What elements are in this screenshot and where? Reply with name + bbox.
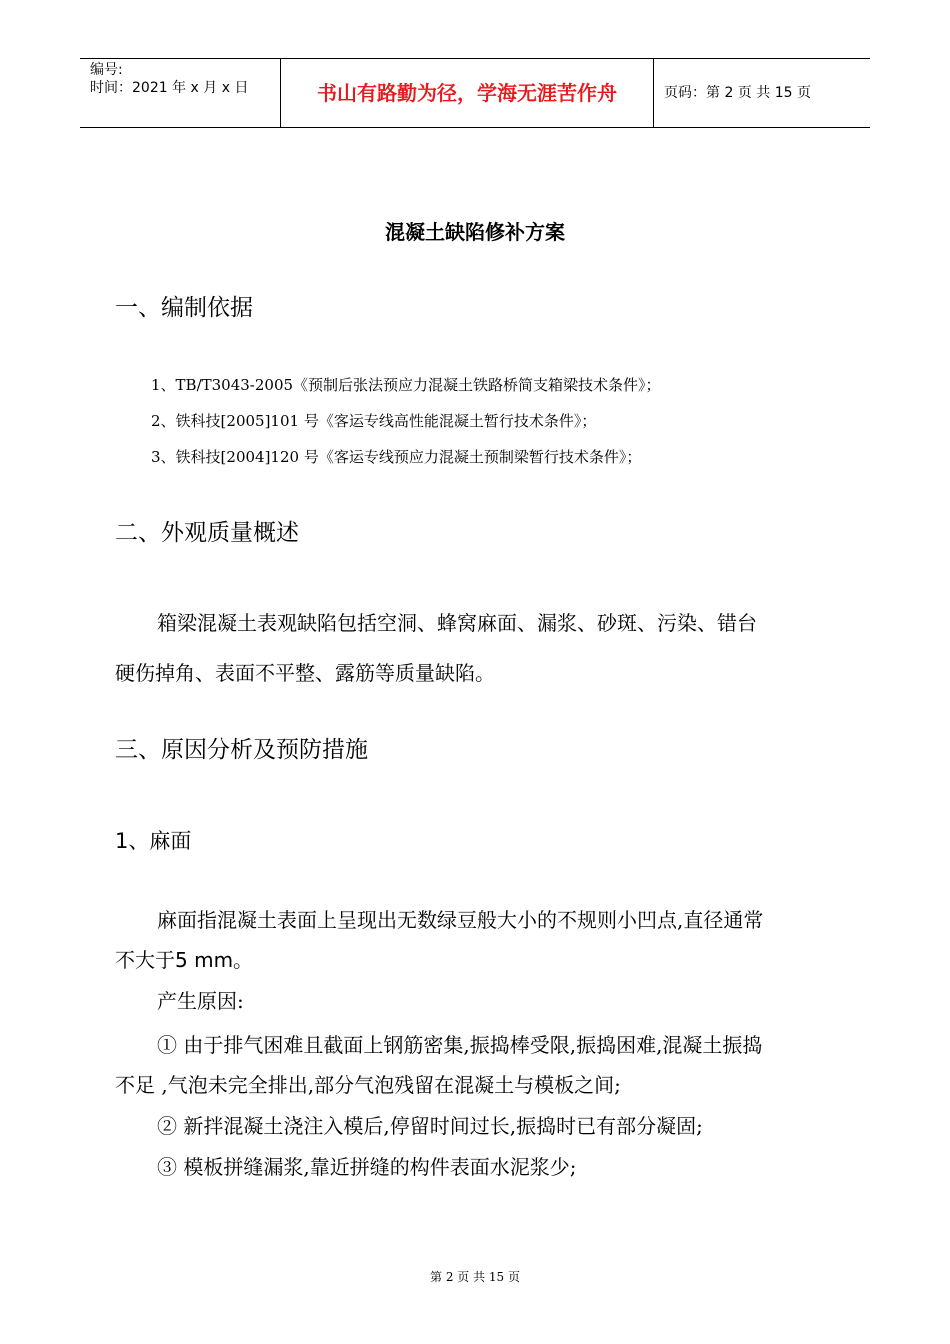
subsection-heading-pitting: 1、麻面 — [115, 829, 192, 853]
reference-item-3: 3、铁科技[2004]120 号《客运专线预应力混凝土预制梁暂行技术条件》； — [151, 448, 642, 466]
header-right-cell — [654, 59, 870, 127]
page-footer: 第 2 页 共 15 页 — [430, 1270, 520, 1284]
header-motto: 书山有路勤为径，学海无涯苦作舟 — [317, 81, 617, 105]
header-page-info: 页码：第 2 页 共 15 页 — [664, 85, 811, 101]
page-header — [80, 58, 870, 128]
section-heading-overview: 二、外观质量概述 — [115, 520, 299, 546]
cause-item-1-line-1: ① 由于排气困难且截面上钢筋密集,振捣棒受限,振捣困难,混凝土振捣 — [157, 1033, 763, 1057]
cause-item-1-line-2: 不足 ,气泡未完全排出,部分气泡残留在混凝土与模板之间; — [115, 1073, 621, 1097]
pitting-definition-text: 不大于 — [115, 948, 175, 972]
reference-item-2: 2、铁科技[2005]101 号《客运专线高性能混凝土暂行技术条件》； — [151, 412, 597, 430]
cause-item-3: ③ 模板拼缝漏浆,靠近拼缝的构件表面水泥浆少; — [157, 1155, 577, 1179]
section-heading-basis: 一、编制依据 — [115, 295, 253, 321]
header-left-cell — [80, 59, 281, 127]
overview-paragraph-line-2: 硬伤掉角、表面不平整、露筋等质量缺陷。 — [115, 661, 495, 685]
number-label: 编号: — [90, 62, 123, 78]
pitting-size-value: 5 mm — [175, 948, 234, 972]
reference-item-1: 1、TB/T3043-2005《预制后张法预应力混凝土铁路桥简支箱梁技术条件》； — [151, 376, 661, 394]
header-middle-cell — [281, 59, 654, 127]
time-label: 时间：2021 年 x 月 x 日 — [90, 80, 249, 96]
causes-label: 产生原因: — [157, 989, 244, 1013]
pitting-definition-end: 。 — [233, 948, 254, 972]
pitting-definition-line-2 — [115, 945, 840, 975]
overview-paragraph-line-1: 箱梁混凝土表观缺陷包括空洞、蜂窝麻面、漏浆、砂斑、污染、错台 — [157, 611, 757, 635]
document-title: 混凝土缺陷修补方案 — [385, 220, 565, 244]
pitting-definition-line-1: 麻面指混凝土表面上呈现出无数绿豆般大小的不规则小凹点,直径通常 — [157, 908, 764, 932]
section-heading-causes: 三、原因分析及预防措施 — [115, 737, 368, 763]
cause-item-2: ② 新拌混凝土浇注入模后,停留时间过长,振捣时已有部分凝固; — [157, 1114, 703, 1138]
